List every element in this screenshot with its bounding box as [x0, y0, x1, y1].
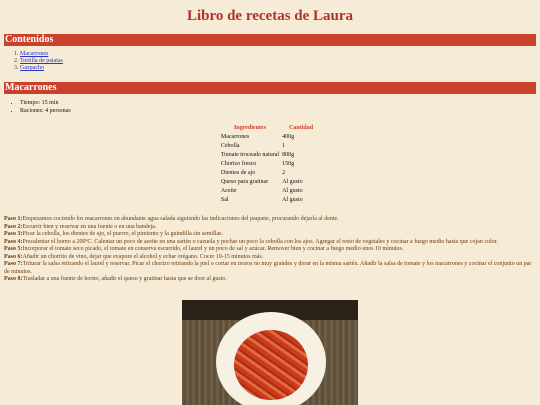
ingredient-quantity: 1	[282, 143, 286, 149]
step-text: Incorporar el tomate seco picado, el tomate en conserva escurrido, el laurel y un poco de sal y azúcar. Remover bien y cocinar a fuego medio unos 10 minutos.	[22, 246, 404, 252]
step-label: Paso 2:	[4, 223, 23, 230]
table-row	[219, 196, 321, 205]
step-text: Añadir un chorrito de vino, dejar que evapore el alcohol y echar orégano. Cocer 10-15 minutos más.	[22, 253, 264, 260]
ingredient-name: Tomate troceado natural	[220, 152, 280, 158]
contents-item	[20, 65, 536, 72]
step-item	[4, 239, 532, 247]
table-row	[219, 178, 321, 187]
step-text: Empezamos cociendo los macarrones en abundante agua salada siguiendo las indicaciones del paquete, procurando dejarla al dente.	[22, 216, 339, 222]
step-item	[4, 224, 532, 232]
contents-item	[20, 51, 536, 58]
quantity-column-header: Cantidad	[289, 125, 314, 131]
ingredient-name: Cebolla	[220, 143, 240, 149]
table-row	[219, 133, 321, 142]
ingredient-quantity: Al gusto	[282, 197, 303, 203]
step-text: Precalentar el horno a 200ºC. Calentar un poco de aceite en una sartén o cazuela y pochar un poco la cebolla con los ajos. Agregar el resto de vegetales y cocinar a fuego medio hasta que cojan color.	[22, 238, 498, 245]
step-item	[4, 276, 532, 284]
table-row	[219, 151, 321, 160]
table-row	[219, 142, 321, 151]
recipe-meta	[4, 94, 536, 115]
ingredients-column-header: Ingredientes	[234, 125, 266, 131]
ingredient-quantity: 400g	[282, 134, 295, 140]
step-text: Triturar la salsa retirando el laurel y reservar. Picar el chorizo retirando la piel o cortar en trozos no muy grandes y dorar en la misma sartén. Añadir la salsa de tomate y los macarrones y cocinar el conjunto un par de minutos.	[4, 261, 532, 275]
contents-heading: Contenidos	[4, 34, 536, 46]
contents-list	[4, 46, 536, 72]
ingredient-quantity: 150g	[282, 161, 295, 167]
step-text: Picar la cebolla, los dientes de ajo, el puerro, el pimiento y la guindilla sin semillas.	[22, 231, 223, 237]
ingredient-name: Aceite	[220, 188, 237, 194]
ingredient-quantity: 2	[282, 170, 286, 176]
step-label: Paso 1:	[4, 216, 23, 222]
ingredient-name: Chorizo fresco	[220, 161, 257, 167]
page-title: Libro de recetas de Laura	[186, 8, 354, 24]
meta-servings: • Raciones: 4 personas	[20, 107, 536, 115]
contents-link-gazpacho[interactable]: Gazpacho	[20, 65, 44, 71]
ingredient-name: Dientes de ajo	[220, 170, 256, 176]
recipe-heading: Macarrones	[4, 82, 536, 94]
contents-link-macarrones[interactable]: Macarrones	[20, 51, 49, 57]
step-text: Escurrir bien y reservar en una fuente o en una bandeja.	[22, 223, 157, 230]
recipe-photo	[182, 300, 358, 405]
ingredient-name: Queso para gratinar	[220, 179, 269, 185]
step-text: Trasladar a una fuente de horno, añadir el queso y gratinar hasta que se dore al gusto.	[22, 276, 227, 282]
step-item	[4, 254, 532, 262]
step-label: Paso 4:	[4, 238, 23, 245]
table-row	[219, 187, 321, 196]
ingredient-quantity: Al gusto	[282, 188, 303, 194]
step-label: Paso 5:	[4, 246, 23, 252]
steps-list	[4, 216, 536, 284]
table-row	[219, 160, 321, 169]
step-item	[4, 261, 532, 276]
step-item	[4, 231, 532, 239]
contents-link-tortilla[interactable]: Tortilla de patatas	[20, 58, 63, 64]
step-item	[4, 216, 532, 224]
ingredient-name: Sal	[220, 197, 229, 203]
contents-item	[20, 58, 536, 65]
ingredient-quantity: 800g	[282, 152, 295, 158]
pasta-image	[234, 330, 308, 400]
meta-time: • Tiempo: 15 min	[20, 99, 536, 107]
table-row	[219, 169, 321, 178]
ingredient-name: Macarrones	[220, 134, 250, 140]
step-label: Paso 7:	[4, 261, 23, 267]
step-label: Paso 3:	[4, 231, 23, 237]
step-item	[4, 246, 532, 254]
ingredients-table	[219, 125, 321, 205]
step-label: Paso 6:	[4, 253, 23, 260]
ingredient-quantity: Al gusto	[282, 179, 303, 185]
step-label: Paso 8:	[4, 276, 23, 282]
